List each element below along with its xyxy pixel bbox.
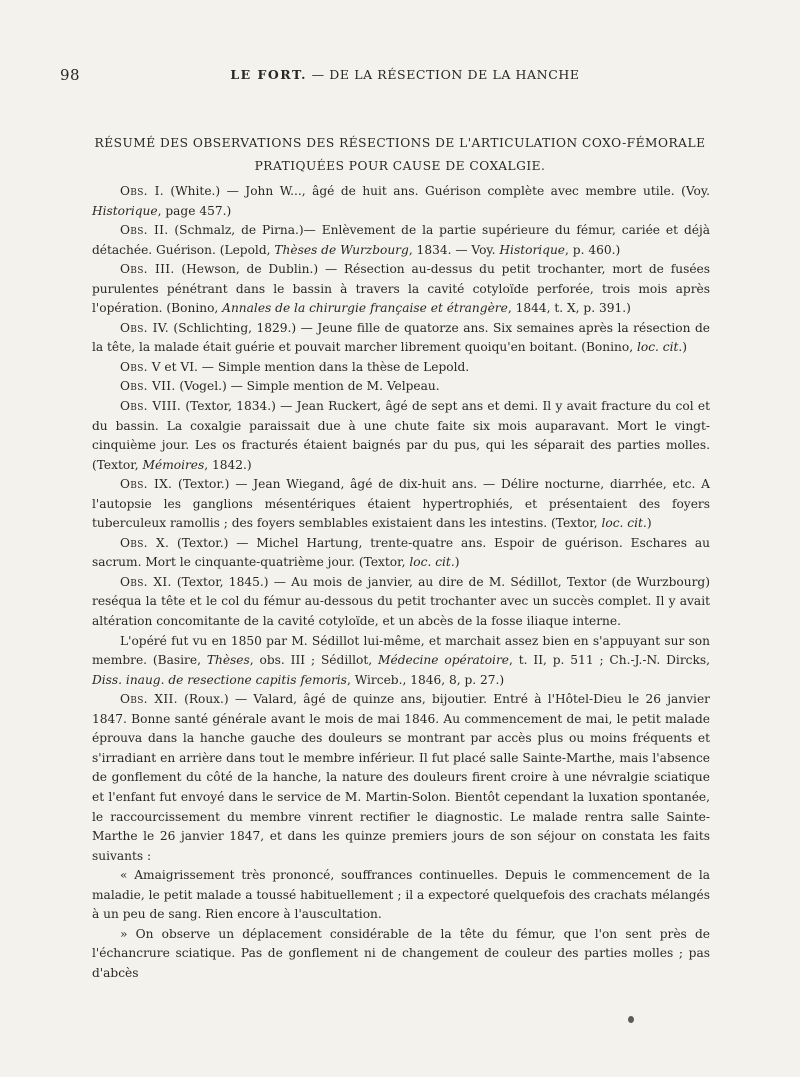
observation-text: (Vogel.) — Simple mention de M. Velpeau. <box>175 379 440 394</box>
observation-label: Obs. X. <box>120 535 170 550</box>
observation-paragraph <box>92 358 710 378</box>
observation-paragraph <box>92 221 710 260</box>
observation-text: , Wirceb., 1846, 8, p. 27.) <box>346 672 505 687</box>
observation-label: Obs. IX. <box>120 477 173 492</box>
observation-label: Obs. XII. <box>120 692 178 707</box>
page-header <box>60 66 750 88</box>
observation-label: Obs. VII. <box>120 379 176 394</box>
observation-text: (Textor.) — Michel Hartung, trente-quatre ans. Espoir de guérison. Eschares au sacrum. Mort le cinquante-quatrième jour. (Textor, <box>92 535 710 570</box>
running-head <box>60 67 750 82</box>
observation-paragraph <box>92 475 710 534</box>
citation-italic: Annales de la chirurgie française et étrangère <box>222 301 508 316</box>
observation-text: , 1844, t. X, p. 391.) <box>507 301 631 316</box>
observation-text: (Textor, 1834.) — Jean Ruckert, âgé de sept ans et demi. Il y avait fracture du col et du bassin. La coxalgie paraissait due à une chute faite six mois auparavant. Mort le vingt-cinquième jour. Les os fracturés étaient baignés par du pus, qui les séparait des parties molles. (Textor, <box>92 399 710 472</box>
ink-spot <box>628 1016 634 1023</box>
citation-italic: Historique <box>92 203 158 218</box>
observation-paragraph <box>92 632 710 691</box>
observation-text: ) <box>646 516 652 531</box>
observation-label: Obs. IV. <box>120 320 169 335</box>
observation-paragraph <box>92 534 710 573</box>
observation-text: V et VI. — Simple mention dans la thèse de Lepold. <box>147 359 470 374</box>
observation-text: (Roux.) — Valard, âgé de quinze ans, bijoutier. Entré à l'Hôtel-Dieu le 26 janvier 1847. Bonne santé générale avant le mois de mai 1846. Au commencement de mai, le petit malade éprouva dans la hanche gauche des douleurs se montrant par accès plus ou moins fréquents et s'irradiant en arrière dans tout le membre inférieur. Il fut placé salle Sainte-Marthe, mais l'absence de gonflement du côté de la hanche, la nature des douleurs firent croire à une névralgie sciatique et l'enfant fut envoyé dans le service de M. Martin-Solon. Bientôt cependant la luxation spontanée, le raccourcissement du membre vinrent rectifier le diagnostic. Le malade rentra salle Sainte-Marthe le 26 janvier 1847, et dans les quinze premiers jours de son séjour on constata les faits suivants : <box>92 692 710 863</box>
citation-italic: Historique <box>499 242 566 257</box>
citation-italic: Thèses de Wurzbourg <box>274 242 409 257</box>
citation-italic: Diss. inaug. de resectione capitis femoris <box>92 672 347 687</box>
observation-paragraph <box>92 260 710 319</box>
observation-text: (White.) — John W..., âgé de huit ans. Guérison complète avec membre utile. (Voy. <box>163 184 711 198</box>
observation-text: « Amaigrissement très prononcé, souffrances continuelles. Depuis le commencement de la maladie, le petit malade a toussé habituellement ; il a expectoré quelquefois des crachats mélangés à un peu de sang. Rien encore à l'auscultation. <box>92 868 710 922</box>
observation-text: , page 457.) <box>157 203 232 218</box>
observation-label: Obs. <box>120 359 148 374</box>
running-head-title: — DE LA RÉSECTION DE LA HANCHE <box>311 67 580 82</box>
observation-paragraph <box>92 690 710 866</box>
observation-text: , t. II, p. 511 ; Ch.-J.-N. Dircks, <box>508 653 710 668</box>
section-title <box>90 132 710 178</box>
observation-paragraph <box>92 866 710 925</box>
citation-italic: loc. cit. <box>636 340 683 355</box>
observation-text: (Schlichting, 1829.) — Jeune fille de quatorze ans. Six semaines après la résection de la tête, la malade était guérie et pouvait marcher librement quoiqu'en boitant. (Bonino, <box>92 320 710 355</box>
observation-label: Obs. VIII. <box>120 399 182 414</box>
citation-italic: Médecine opératoire <box>378 653 509 668</box>
observation-text: , p. 460.) <box>565 242 621 257</box>
observation-paragraph <box>92 182 710 221</box>
observation-text: , 1834. — Voy. <box>408 242 500 257</box>
observation-paragraph <box>92 573 710 632</box>
observation-label: Obs. XI. <box>120 574 172 589</box>
observation-text: ) <box>682 340 688 355</box>
observation-text: (Textor.) — Jean Wiegand, âgé de dix-huit ans. — Délire nocturne, diarrhée, etc. A l'autopsie les ganglions mésentériques étaient hypertrophiés, et présentaient des foyers tuberculeux ramollis ; des foyers semblables existaient dans les intestins. (Textor, <box>92 477 710 531</box>
observation-label: Obs. I. <box>120 184 164 198</box>
observation-label: Obs. III. <box>120 262 175 277</box>
observation-paragraph <box>92 397 710 475</box>
observation-paragraph <box>92 377 710 397</box>
observation-paragraph <box>92 319 710 358</box>
observation-label: Obs. II. <box>120 223 169 238</box>
observation-text: ) <box>454 555 460 570</box>
observation-text: , obs. III ; Sédillot, <box>249 653 378 668</box>
observation-text: L'opéré fut vu en 1850 par M. Sédillot lui-même, et marchait assez bien en s'appuyant sur son membre. (Basire, <box>92 633 710 668</box>
section-title-line-2: PRATIQUÉES POUR CAUSE DE COXALGIE. <box>254 159 546 173</box>
page-number: 98 <box>60 66 81 84</box>
observation-paragraph <box>92 925 710 984</box>
observation-text: (Schmalz, de Pirna.)— Enlèvement de la partie supérieure du fémur, cariée et déjà détachée. Guérison. (Lepold, <box>92 223 711 257</box>
citation-italic: Mémoires <box>142 457 205 472</box>
running-head-author: LE FORT. <box>230 67 308 82</box>
observation-text: (Hewson, de Dublin.) — Résection au-dessus du petit trochanter, mort de fusées purulentes pénétrant dans le bassin à travers la cavité cotyloïde perforée, trois mois après l'opération. (Bonino, <box>92 262 710 316</box>
section-title-line-1: RÉSUMÉ DES OBSERVATIONS DES RÉSECTIONS DE L'ARTICULATION COXO-FÉMORALE <box>94 136 706 150</box>
observation-text: , 1842.) <box>204 457 252 472</box>
citation-italic: loc. cit. <box>409 555 455 570</box>
citation-italic: Thèses <box>206 653 250 668</box>
observation-text: » On observe un déplacement considérable de la tête du fémur, que l'on sent près de l'échancrure sciatique. Pas de gonflement ni de changement de couleur des parties molles ; pas d'abcès <box>92 926 710 980</box>
observation-text: (Textor, 1845.) — Au mois de janvier, au dire de M. Sédillot, Textor (de Wurzbourg) reséqua la tête et le col du fémur au-dessous du petit trochanter avec un succès complet. Il y avait altération concomitante de la cavité cotyloïde, et un abcès de la fosse iliaque interne. <box>92 574 710 629</box>
body-text <box>92 182 710 983</box>
citation-italic: loc. cit. <box>601 516 647 531</box>
